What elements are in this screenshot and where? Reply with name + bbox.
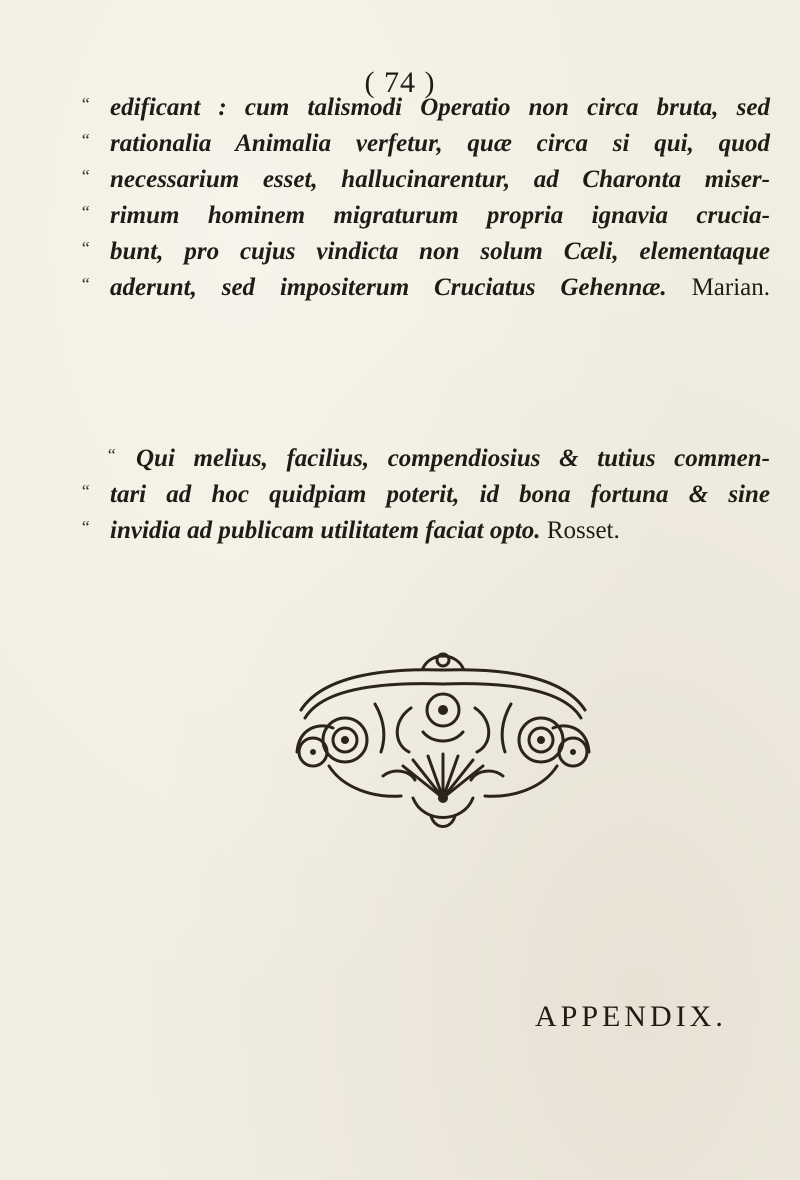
quote-mark: “ — [80, 517, 91, 537]
text-line — [80, 270, 770, 306]
line-text: necessarium esset, hallucinarentur, ad Charonta miser- — [110, 166, 770, 193]
quote-mark: “ — [80, 202, 91, 222]
page-number: ( 74 ) — [364, 66, 436, 99]
text-line — [80, 126, 770, 162]
floral-tailpiece-ornament-icon — [283, 648, 603, 838]
line-text: invidia ad publicam utilitatem faciat opto. — [110, 517, 541, 544]
line-text: rimum hominem migraturum propria ignavia crucia- — [110, 202, 770, 229]
line-text: Qui melius, facilius, compendiosius & tutius commen- — [136, 445, 770, 472]
paragraph-rosset — [80, 441, 770, 549]
quote-mark: “ — [80, 130, 91, 150]
text-line — [80, 477, 770, 513]
quote-mark: “ — [80, 238, 91, 258]
line-text: bunt, pro cujus vindicta non solum Cæli, elementaque — [110, 238, 770, 265]
quote-mark: “ — [80, 481, 91, 501]
line-text-with-attribution — [110, 270, 770, 306]
line-text-with-attribution — [110, 513, 770, 549]
quote-mark: “ — [80, 166, 91, 186]
line-text: edificant : cum talismodi Operatio non circa bruta, sed — [110, 94, 770, 121]
text-line — [80, 513, 770, 549]
quote-mark: “ — [80, 94, 91, 114]
line-text: rationalia Animalia verfetur, quæ circa si qui, quod — [110, 130, 770, 157]
quote-mark: “ — [80, 274, 91, 294]
text-line — [80, 90, 770, 126]
quote-mark: “ — [106, 445, 117, 465]
text-line — [80, 441, 770, 477]
text-line — [80, 198, 770, 234]
attribution-marian: Marian. — [691, 274, 771, 301]
text-line — [80, 162, 770, 198]
line-text: aderunt, sed impositerum Cruciatus Gehennæ. — [110, 274, 667, 301]
text-line — [80, 234, 770, 270]
catchword-appendix: APPENDIX. — [535, 1000, 727, 1033]
line-text: tari ad hoc quidpiam poterit, id bona fortuna & sine — [110, 481, 770, 508]
paragraph-marian — [80, 90, 770, 306]
attribution-rosset: Rosset. — [546, 517, 620, 544]
